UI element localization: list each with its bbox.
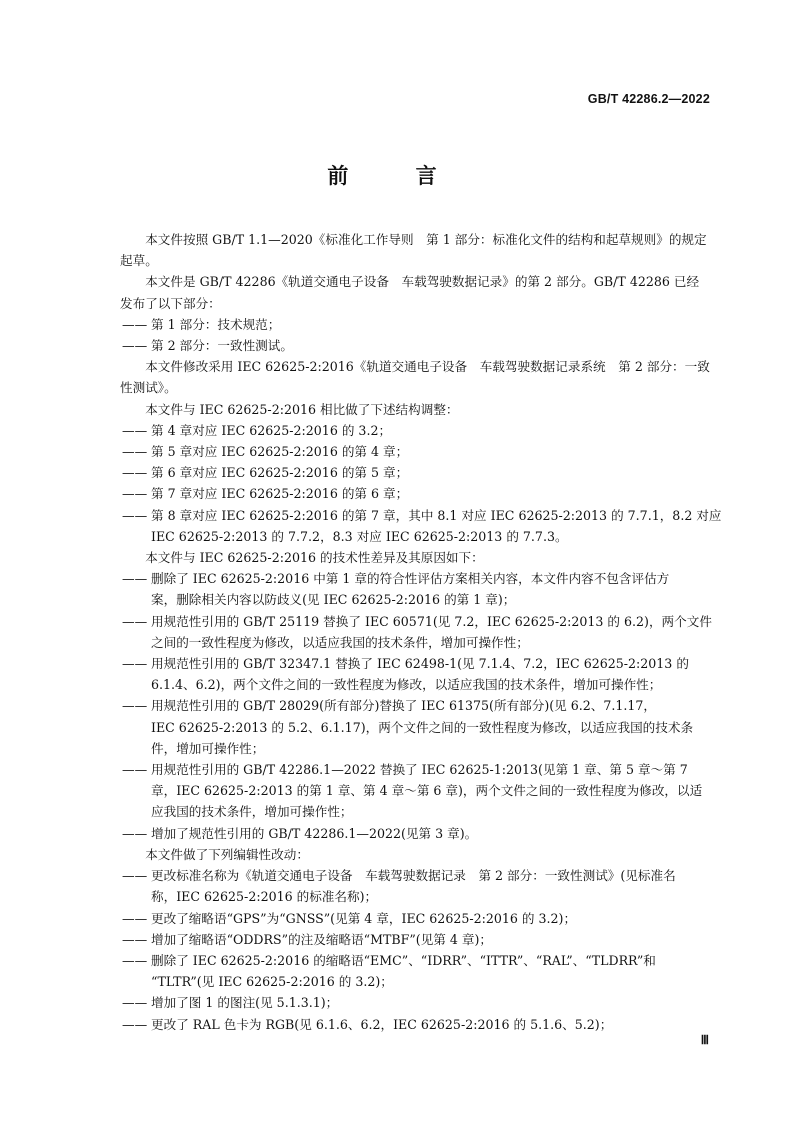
- list-item-text: 应我国的技术条件，增加可操作性；: [151, 804, 353, 820]
- list-item-text: 章，IEC 62625-2:2013 的第 1 章、第 4 章～第 6 章)，两个文件之间的一致性程度为修改，以适: [151, 783, 703, 799]
- list-dash: ——: [122, 952, 148, 968]
- list-dash: ——: [122, 422, 148, 438]
- list-item: [120, 314, 710, 335]
- list-item: [120, 992, 710, 1013]
- standard-number: GB/T 42286.2—2022: [587, 92, 710, 106]
- list-dash: ——: [122, 613, 148, 629]
- list-item-text: 删除了 IEC 62625-2:2016 中第 1 章的符合性评估方案相关内容，本文件内容不包含评估方: [151, 571, 670, 587]
- list-dash: ——: [122, 444, 148, 460]
- list-item-text: 第 7 章对应 IEC 62625-2:2016 的第 6 章；: [151, 486, 409, 502]
- list-item: [120, 462, 710, 483]
- list-item-text: 第 8 章对应 IEC 62625-2:2016 的第 7 章，其中 8.1 对应 IEC 62625-2:2013 的 7.7.1，8.2 对应: [151, 507, 722, 523]
- list-item-text: 第 4 章对应 IEC 62625-2:2016 的 3.2；: [151, 422, 392, 438]
- list-item-text: IEC 62625-2:2013 的 5.2、6.1.17)，两个文件之间的一致性程度为修改，以适应我国的技术条: [151, 719, 694, 735]
- list-item-text: “TLTR”(见 IEC 62625-2:2016 的 3.2)；: [151, 974, 393, 990]
- list-item-text: 之间的一致性程度为修改，以适应我国的技术条件，增加可操作性；: [151, 634, 529, 650]
- paragraph-continuation: 性测试》。: [120, 380, 177, 396]
- list-item: [120, 568, 710, 610]
- list-item: [120, 695, 710, 759]
- paragraph: 本文件做了下列编辑性改动：: [145, 846, 309, 862]
- list-dash: ——: [122, 825, 148, 841]
- list-item: [120, 420, 710, 441]
- list-item-text: 案，删除相关内容以防歧义(见 IEC 62625-2:2016 的第 1 章)；: [151, 592, 516, 608]
- list-item-text: 件，增加可操作性；: [151, 740, 265, 756]
- list-dash: ——: [122, 507, 148, 523]
- list-dash: ——: [122, 465, 148, 481]
- list-dash: ——: [122, 931, 148, 947]
- list-item: [120, 950, 710, 992]
- list-item-text: 称，IEC 62625-2:2016 的标准名称)；: [151, 889, 378, 905]
- list-item-text: 用规范性引用的 GB/T 42286.1—2022 替换了 IEC 62625-1:2013(见第 1 章、第 5 章～第 7: [151, 762, 688, 778]
- list-item-text: 第 5 章对应 IEC 62625-2:2016 的第 4 章；: [151, 444, 409, 460]
- page-number: Ⅲ: [700, 1033, 709, 1047]
- list-item: [120, 929, 710, 950]
- document-body: [120, 229, 722, 1035]
- list-dash: ——: [122, 910, 148, 926]
- list-item: [120, 865, 710, 907]
- list-item-text: 增加了图 1 的图注(见 5.1.3.1)；: [151, 995, 339, 1011]
- list-dash: ——: [122, 868, 148, 884]
- page-title: 前 言: [327, 164, 467, 188]
- list-dash: ——: [122, 316, 148, 332]
- structure-change-list: [120, 420, 722, 547]
- list-item-text: 第 2 部分：一致性测试。: [151, 338, 293, 354]
- list-dash: ——: [122, 338, 148, 354]
- list-item-text: 第 6 章对应 IEC 62625-2:2016 的第 5 章；: [151, 465, 409, 481]
- paragraph: 本文件与 IEC 62625-2:2016 相比做了下述结构调整：: [145, 401, 459, 417]
- list-item: [120, 759, 710, 823]
- paragraph-continuation: 起草。: [120, 253, 158, 269]
- list-dash: ——: [122, 698, 148, 714]
- list-item-text: 增加了缩略语“ODDRS”的注及缩略语“MTBF”(见第 4 章)；: [151, 931, 493, 947]
- list-dash: ——: [122, 1016, 148, 1032]
- parts-list: [120, 314, 710, 356]
- list-dash: ——: [122, 571, 148, 587]
- paragraph: 本文件修改采用 IEC 62625-2:2016《轨道交通电子设备 车载驾驶数据记录系统 第 2 部分：一致: [145, 359, 710, 375]
- list-item: [120, 611, 710, 653]
- list-item-text: 用规范性引用的 GB/T 32347.1 替换了 IEC 62498-1(见 7.1.4、7.2，IEC 62625-2:2013 的: [151, 656, 689, 672]
- list-item-text: 更改了缩略语“GPS”为“GNSS”(见第 4 章，IEC 62625-2:2016 的 3.2)；: [151, 910, 577, 926]
- list-item: [120, 335, 710, 356]
- paragraph: 本文件是 GB/T 42286《轨道交通电子设备 车载驾驶数据记录》的第 2 部分。GB/T 42286 已经: [145, 274, 700, 290]
- list-dash: ——: [122, 656, 148, 672]
- list-item: [120, 1014, 710, 1035]
- editorial-change-list: [120, 865, 710, 1035]
- list-item-text: 增加了规范性引用的 GB/T 42286.1—2022(见第 3 章)。: [151, 825, 478, 841]
- list-item-text: 第 1 部分：技术规范；: [151, 316, 281, 332]
- list-item-text: 用规范性引用的 GB/T 25119 替换了 IEC 60571(见 7.2，IEC 62625-2:2013 的 6.2)，两个文件: [151, 613, 712, 629]
- list-item-text: 6.1.4、6.2)，两个文件之间的一致性程度为修改，以适应我国的技术条件，增加可操作性；: [151, 677, 662, 693]
- technical-difference-list: [120, 568, 710, 844]
- list-item-text: IEC 62625-2:2013 的 7.7.2，8.3 对应 IEC 62625-2:2013 的 7.7.3。: [151, 528, 568, 544]
- list-item: [120, 823, 710, 844]
- paragraph-continuation: 发布了以下部分：: [120, 295, 221, 311]
- list-item: [120, 441, 710, 462]
- list-item-text: 更改了 RAL 色卡为 RGB(见 6.1.6、6.2，IEC 62625-2:2016 的 5.1.6、5.2)；: [151, 1016, 613, 1032]
- list-dash: ——: [122, 995, 148, 1011]
- list-item: [120, 653, 710, 695]
- list-dash: ——: [122, 486, 148, 502]
- list-item: [120, 505, 722, 547]
- paragraph: 本文件与 IEC 62625-2:2016 的技术性差异及其原因如下：: [145, 550, 484, 566]
- list-item-text: 更改标准名称为《轨道交通电子设备 车载驾驶数据记录 第 2 部分：一致性测试》(见标准名: [151, 868, 676, 884]
- list-dash: ——: [122, 762, 148, 778]
- list-item-text: 用规范性引用的 GB/T 28029(所有部分)替换了 IEC 61375(所有部分)(见 6.2、7.1.17，: [151, 698, 657, 714]
- list-item: [120, 908, 710, 929]
- list-item: [120, 483, 710, 504]
- paragraph: 本文件按照 GB/T 1.1—2020《标准化工作导则 第 1 部分：标准化文件的结构和起草规则》的规定: [145, 232, 707, 247]
- list-item-text: 删除了 IEC 62625-2:2016 的缩略语“EMC”、“IDRR”、“ITTR”、“RAL”、“TLDRR”和: [151, 952, 656, 968]
